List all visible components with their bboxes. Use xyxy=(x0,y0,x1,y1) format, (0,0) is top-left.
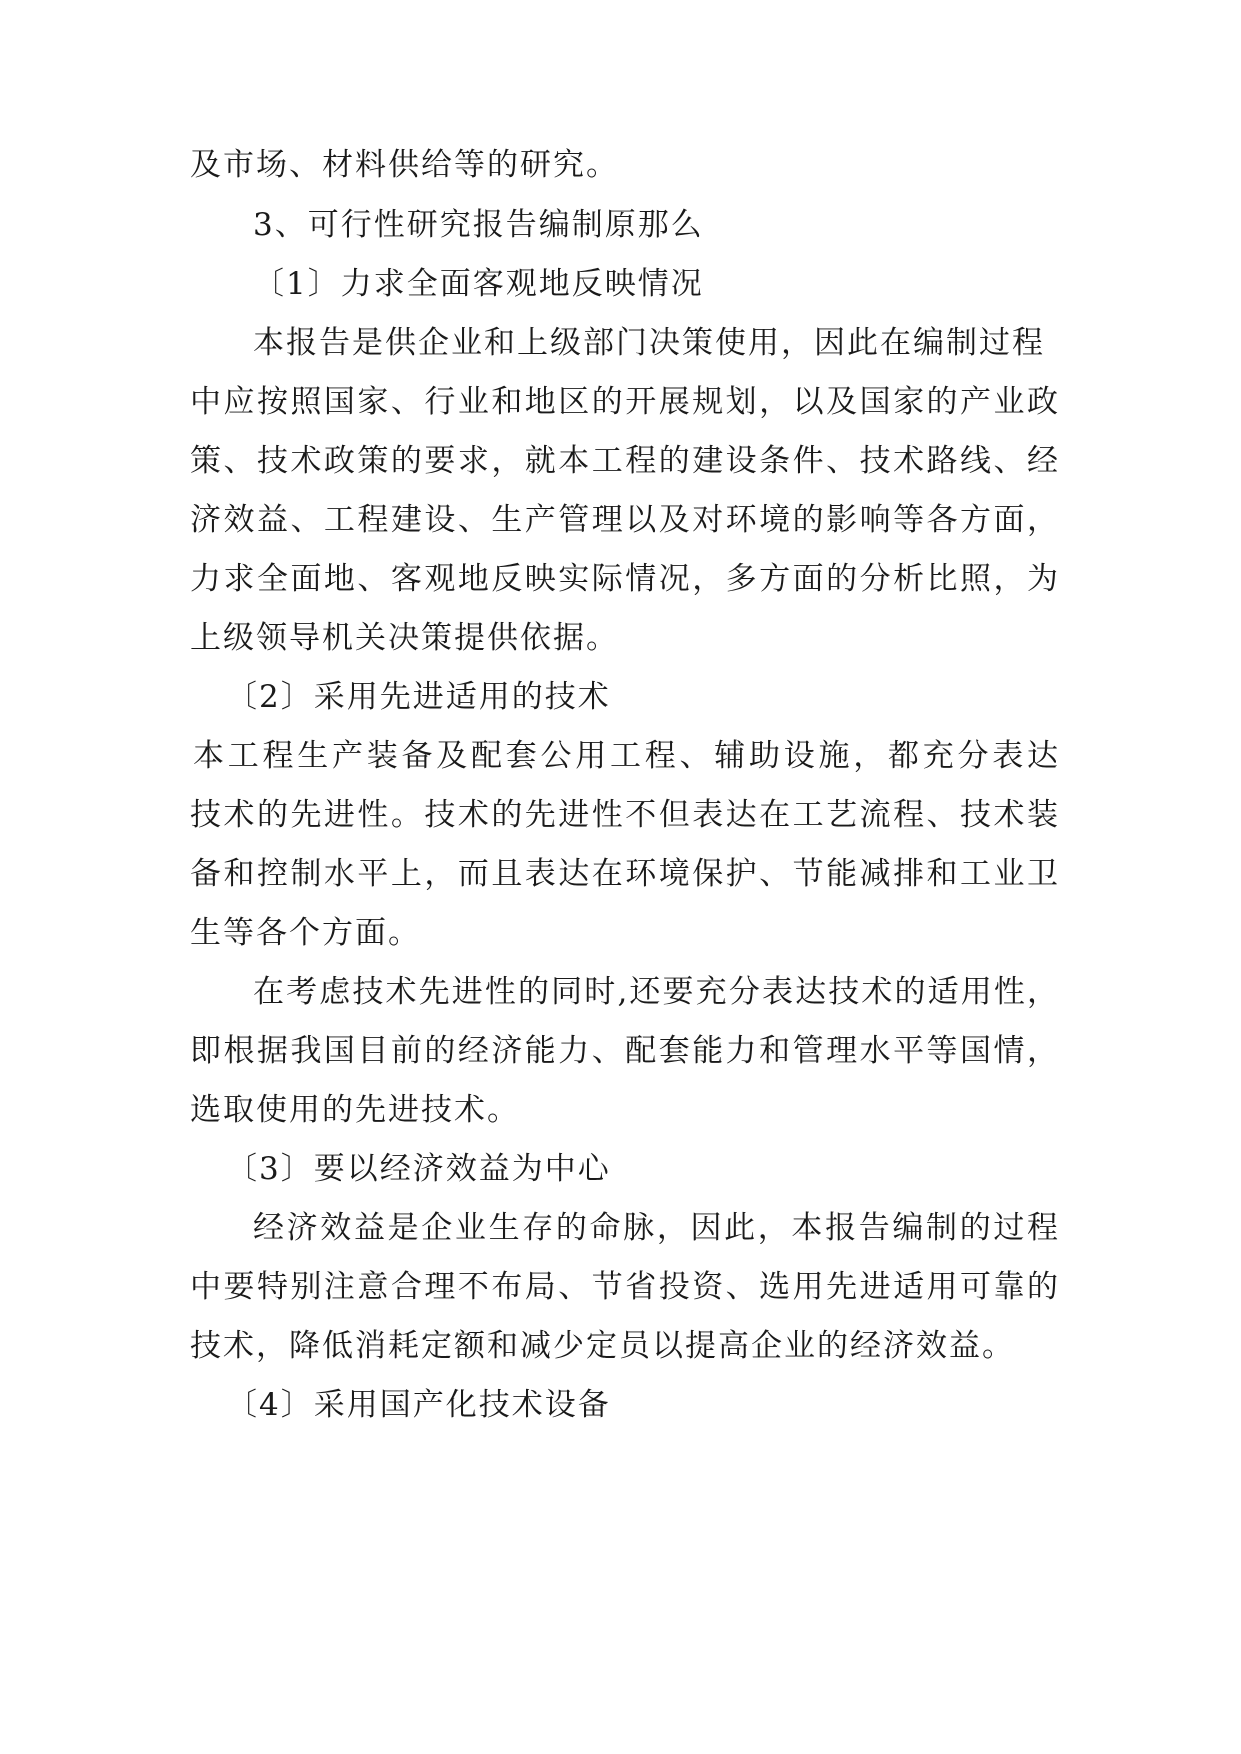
paragraph-line: 技术的先进性。技术的先进性不但表达在工艺流程、技术装 xyxy=(190,797,1060,833)
paragraph-line: 中应按照国家、行业和地区的开展规划，以及国家的产业政 xyxy=(190,384,1060,420)
paragraph-line: 选取使用的先进技术。 xyxy=(190,1092,520,1128)
paragraph-line: 本工程生产装备及配套公用工程、辅助设施，都充分表达 xyxy=(193,738,1060,774)
paragraph-line: 中要特别注意合理不布局、节省投资、选用先进适用可靠的 xyxy=(190,1269,1060,1305)
subsection-heading: 〔4〕采用国产化技术设备 xyxy=(226,1387,611,1423)
subsection-heading: 〔2〕采用先进适用的技术 xyxy=(226,679,611,715)
paragraph-line: 力求全面地、客观地反映实际情况，多方面的分析比照，为 xyxy=(190,561,1060,597)
paragraph-line: 技术，降低消耗定额和减少定员以提高企业的经济效益。 xyxy=(190,1328,1015,1364)
subsection-heading: 〔3〕要以经济效益为中心 xyxy=(226,1151,611,1187)
section-heading: 3、可行性研究报告编制原那么 xyxy=(253,207,704,243)
paragraph-line: 济效益、工程建设、生产管理以及对环境的影响等各方面， xyxy=(190,502,1060,538)
paragraph-line: 及市场、材料供给等的研究。 xyxy=(190,147,619,183)
paragraph-line: 经济效益是企业生存的命脉，因此，本报告编制的过程 xyxy=(253,1210,1060,1246)
paragraph-line: 生等各个方面。 xyxy=(190,915,421,951)
paragraph-line: 即根据我国目前的经济能力、配套能力和管理水平等国情， xyxy=(190,1033,1060,1069)
paragraph-line: 本报告是供企业和上级部门决策使用，因此在编制过程 xyxy=(253,325,1045,361)
paragraph-line: 策、技术政策的要求，就本工程的建设条件、技术路线、经 xyxy=(190,443,1060,479)
subsection-heading: 〔1〕力求全面客观地反映情况 xyxy=(253,266,704,302)
paragraph-line: 备和控制水平上，而且表达在环境保护、节能减排和工业卫 xyxy=(190,856,1060,892)
paragraph-line: 上级领导机关决策提供依据。 xyxy=(190,620,619,656)
paragraph-line: 在考虑技术先进性的同时,还要充分表达技术的适用性， xyxy=(253,974,1060,1010)
